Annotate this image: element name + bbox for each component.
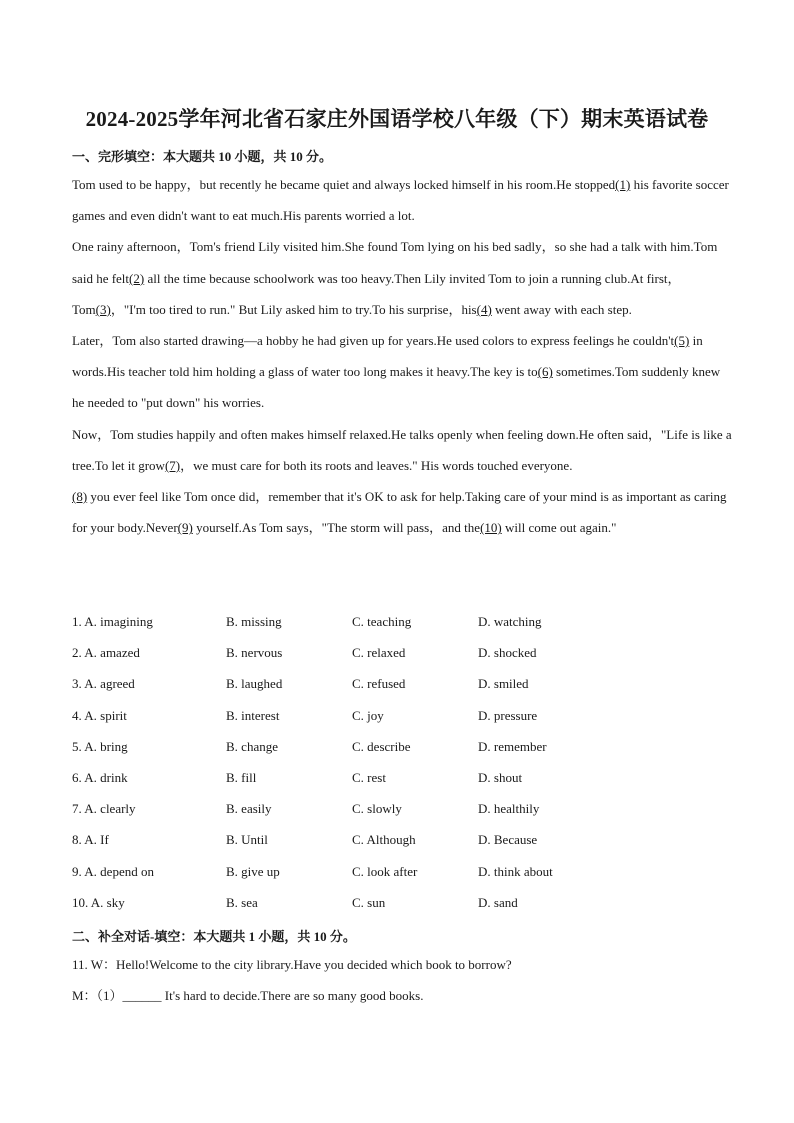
- dialog-line-2: M：（1）______ It's hard to decide.There are so many good books.: [72, 988, 424, 1004]
- blank-9: (9): [177, 520, 193, 536]
- option-a: 2. A. amazed: [72, 645, 140, 661]
- passage-text: sometimes.Tom suddenly knew he needed to "put down" his worries.: [72, 364, 721, 411]
- option-d: D. shout: [478, 769, 523, 785]
- blank-6: (6): [537, 364, 553, 380]
- option-a: 7. A. clearly: [72, 801, 136, 817]
- option-c: C. joy: [352, 707, 384, 723]
- option-a: 8. A. If: [72, 832, 109, 848]
- dialog-block: [72, 949, 732, 1011]
- question-row-2: [72, 637, 712, 668]
- question-row-5: [72, 731, 712, 762]
- option-d: D. smiled: [478, 676, 529, 692]
- question-options: [72, 606, 712, 918]
- option-d: D. remember: [478, 738, 547, 754]
- option-c: C. relaxed: [352, 645, 406, 661]
- option-a: 3. A. agreed: [72, 676, 135, 692]
- blank-5: (5): [674, 333, 690, 349]
- option-a: 10. A. sky: [72, 894, 125, 910]
- question-row-7: [72, 793, 712, 824]
- option-c: C. Although: [352, 832, 416, 848]
- option-b: B. easily: [226, 801, 272, 817]
- passage-text: will come out again.": [501, 520, 617, 536]
- option-b: B. fill: [226, 769, 257, 785]
- passage-paragraph-4: [72, 419, 732, 481]
- question-row-1: [72, 606, 712, 637]
- passage-text: in words.His teacher told him holding a glass of water too long makes it heavy.The key is to: [72, 333, 703, 380]
- passage-text: yourself.As Tom says，"The storm will pass，and the: [192, 520, 481, 536]
- option-a: 4. A. spirit: [72, 707, 127, 723]
- dialog-line-1: 11. W：Hello!Welcome to the city library.Have you decided which book to borrow?: [72, 957, 512, 972]
- option-c: C. sun: [352, 894, 386, 910]
- passage-text: ，we must care for both its roots and leaves." His words touched everyone.: [180, 457, 573, 473]
- passage-text: his favorite soccer games and even didn't want to eat much.His parents worried a lot.: [72, 177, 729, 224]
- question-row-9: [72, 856, 712, 887]
- passage-text: Tom used to be happy，but recently he became quiet and always locked himself in his room.He stopped: [72, 177, 616, 192]
- passage-text: went away with each step.: [491, 301, 632, 317]
- option-b: B. nervous: [226, 645, 283, 661]
- option-d: D. sand: [478, 894, 518, 910]
- blank-4: (4): [476, 301, 492, 317]
- passage-text: Now，Tom studies happily and often makes himself relaxed.He talks openly when feeling down.He often said，"Life is like a tree.To let it grow: [72, 426, 732, 473]
- option-b: B. laughed: [226, 676, 283, 692]
- option-a: 6. A. drink: [72, 769, 128, 785]
- passage-text: ，"I'm too tired to run." But Lily asked him to try.To his surprise，his: [110, 301, 477, 317]
- passage-paragraph-2: [72, 231, 732, 325]
- option-c: C. refused: [352, 676, 406, 692]
- option-d: D. healthily: [478, 801, 540, 817]
- option-c: C. rest: [352, 769, 386, 785]
- blank-8: (8): [72, 489, 88, 505]
- passage-text: One rainy afternoon，Tom's friend Lily visited him.She found Tom lying on his bed sadly，so she had a talk with him.Tom said he felt: [72, 239, 718, 286]
- passage-paragraph-3: [72, 325, 732, 419]
- question-row-10: [72, 887, 712, 918]
- option-d: D. Because: [478, 832, 538, 848]
- blank-2: (2): [129, 270, 145, 286]
- option-c: C. describe: [352, 738, 411, 754]
- option-b: B. change: [226, 738, 278, 754]
- option-c: C. look after: [352, 863, 418, 879]
- blank-3: (3): [95, 301, 111, 317]
- section-heading-cloze: 一、完形填空：本大题共 10 小题，共 10 分。: [72, 149, 333, 164]
- option-d: D. shocked: [478, 645, 537, 661]
- option-a: 9. A. depend on: [72, 863, 154, 879]
- blank-10: (10): [480, 520, 502, 536]
- option-a: 1. A. imagining: [72, 614, 153, 629]
- option-d: D. pressure: [478, 707, 538, 723]
- option-c: C. slowly: [352, 801, 402, 817]
- section-heading-dialog: 二、补全对话-填空：本大题共 1 小题，共 10 分。: [72, 929, 356, 944]
- option-b: B. interest: [226, 707, 280, 723]
- blank-1: (1): [615, 177, 631, 192]
- passage-text: all the time because schoolwork was too heavy.Then Lily invited Tom to join a running club.At first，Tom: [72, 270, 681, 317]
- option-a: 5. A. bring: [72, 738, 128, 754]
- option-b: B. give up: [226, 863, 280, 879]
- passage-text: Later，Tom also started drawing—a hobby he had given up for years.He used colors to express feelings he couldn't: [72, 333, 675, 349]
- option-b: B. sea: [226, 894, 258, 910]
- question-row-8: [72, 824, 712, 855]
- option-b: B. Until: [226, 832, 268, 848]
- passage-paragraph-5: [72, 481, 732, 543]
- question-row-4: [72, 700, 712, 731]
- passage-text: you ever feel like Tom once did，remember that it's OK to ask for help.Taking care of your mind is as important as caring for your body.Never: [72, 489, 727, 536]
- option-d: D. watching: [478, 614, 542, 629]
- option-d: D. think about: [478, 863, 553, 879]
- passage-paragraph-1: [72, 169, 732, 231]
- cloze-passage: [72, 169, 732, 543]
- page-title: 2024-2025学年河北省石家庄外国语学校八年级（下）期末英语试卷: [85, 107, 709, 131]
- question-row-3: [72, 668, 712, 699]
- option-c: C. teaching: [352, 614, 412, 629]
- option-b: B. missing: [226, 614, 282, 629]
- question-row-6: [72, 762, 712, 793]
- blank-7: (7): [164, 457, 181, 473]
